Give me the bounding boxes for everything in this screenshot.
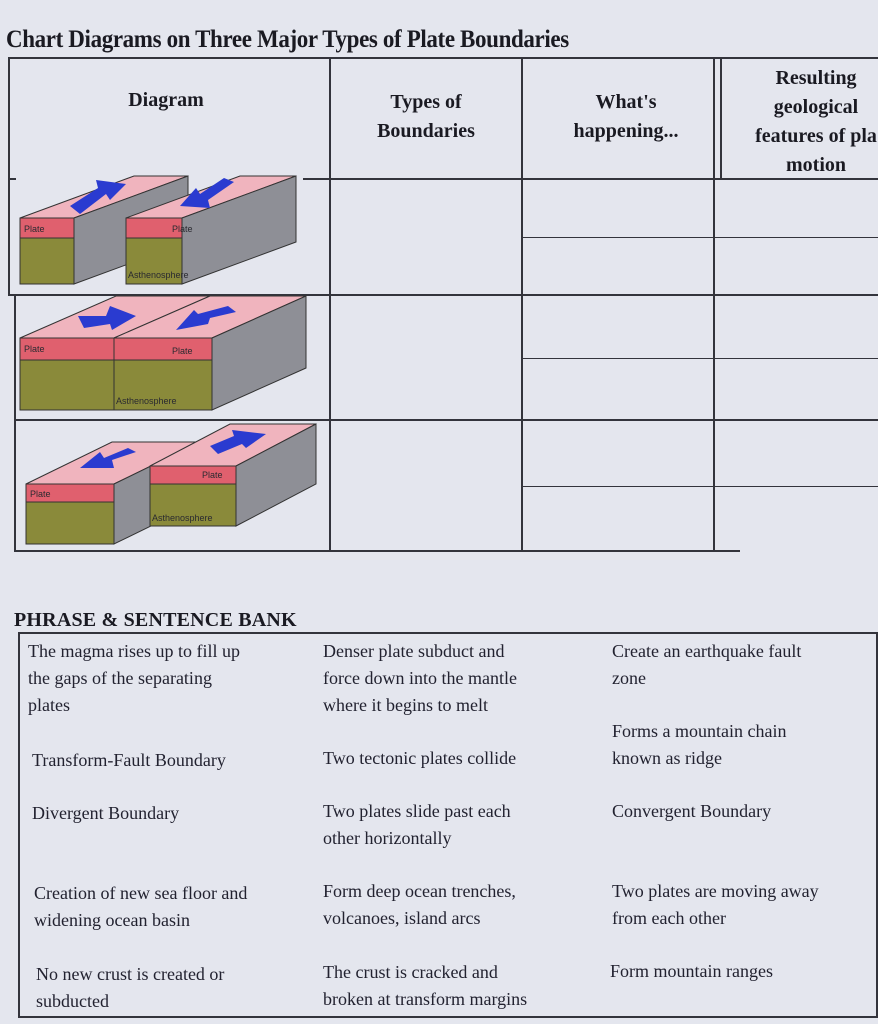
plate-label: Plate xyxy=(30,489,51,499)
bank-item: Denser plate subduct and force down into the mantle where it begins to melt xyxy=(323,641,517,715)
page-title: Chart Diagrams on Three Major Types of Plate Boundaries xyxy=(6,26,569,53)
asthenosphere-label: Asthenosphere xyxy=(128,270,189,280)
plate-label: Plate xyxy=(172,224,193,234)
bank-item: Form deep ocean trenches, volcanoes, island arcs xyxy=(323,881,516,928)
plate-label: Plate xyxy=(24,224,45,234)
bank-item: Two plates slide past each other horizontally xyxy=(323,801,511,848)
bank-item: The magma rises up to fill up the gaps of the separating plates xyxy=(28,641,240,715)
header-happening: What's happening... xyxy=(573,91,679,142)
bank-item: Two tectonic plates collide xyxy=(323,748,517,768)
convergent-diagram xyxy=(14,290,314,414)
bank-item: Transform-Fault Boundary xyxy=(32,750,226,770)
bank-item: No new crust is created or subducted xyxy=(36,964,225,1011)
asthenosphere-label: Asthenosphere xyxy=(152,513,213,523)
bank-item: Divergent Boundary xyxy=(32,803,180,823)
bank-item: Creation of new sea floor and widening ocean basin xyxy=(34,883,248,930)
bank-item: The crust is cracked and broken at transform margins xyxy=(323,962,528,1009)
plate-label: Plate xyxy=(24,344,45,354)
plate-label: Plate xyxy=(172,346,193,356)
transform-diagram xyxy=(20,420,320,548)
bank-item: Forms a mountain chain known as ridge xyxy=(612,721,787,768)
header-features: Resulting geological features of pla motion xyxy=(755,67,877,176)
bank-title: PHRASE & SENTENCE BANK xyxy=(14,609,297,631)
bank-item: Two plates are moving away from each other xyxy=(612,881,819,928)
header-types: Types of Boundaries xyxy=(377,91,475,142)
bank-item: Create an earthquake fault zone xyxy=(612,641,802,688)
asthenosphere-label: Asthenosphere xyxy=(116,396,177,406)
divergent-diagram xyxy=(14,170,314,292)
plate-label: Plate xyxy=(202,470,223,480)
bank-item: Form mountain ranges xyxy=(610,961,773,981)
bank-item: Convergent Boundary xyxy=(612,801,772,821)
header-diagram: Diagram xyxy=(128,89,204,111)
